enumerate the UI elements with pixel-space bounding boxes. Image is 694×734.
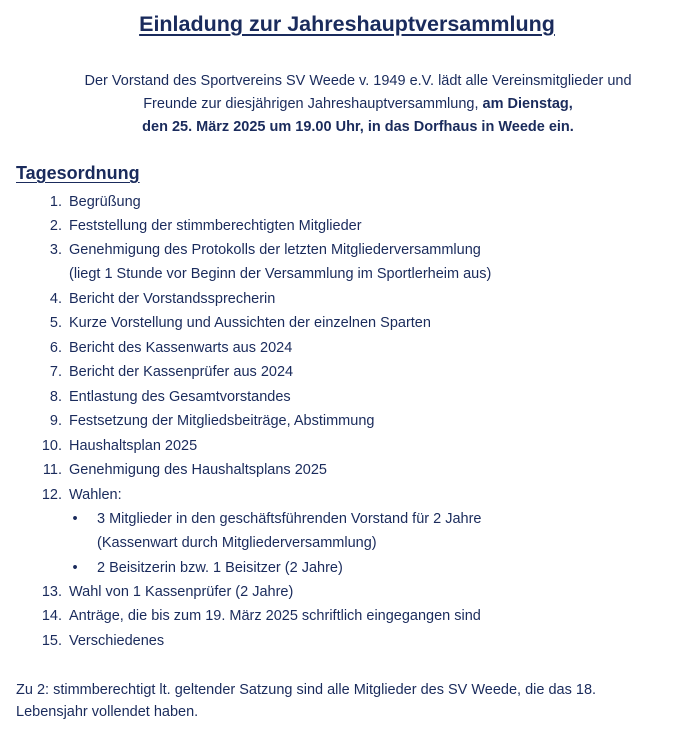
agenda-item-number: 3. <box>49 242 62 258</box>
agenda-item-number: 11. <box>42 462 62 478</box>
agenda-item-text: Feststellung der stimmberechtigten Mitglieder <box>69 218 362 234</box>
intro-paragraph <box>0 70 694 139</box>
agenda-item-text: Anträge, die bis zum 19. März 2025 schriftlich eingegangen sind <box>69 608 481 624</box>
agenda-item-text: Bericht der Vorstandssprecherin <box>69 291 276 307</box>
footnote-line-2: Lebensjahr vollendet haben. <box>16 704 199 720</box>
agenda-item-text: Genehmigung des Haushaltsplans 2025 <box>69 462 327 478</box>
agenda-item-number: 9. <box>49 413 62 429</box>
intro-date-emphasis: am Dienstag, <box>482 96 573 112</box>
agenda-item-text: Verschiedenes <box>69 633 165 649</box>
agenda-item-number: 6. <box>49 340 62 356</box>
agenda-item-number: 10. <box>41 438 62 454</box>
agenda-subitem-text: 3 Mitglieder in den geschäftsführenden Vorstand für 2 Jahre <box>97 511 482 527</box>
intro-line-2 <box>0 93 694 116</box>
agenda-item-number: 1. <box>49 194 62 210</box>
agenda-item-number: 7. <box>49 364 62 380</box>
agenda-item-number: 2. <box>49 218 62 234</box>
agenda-item-text: Festsetzung der Mitgliedsbeiträge, Abstimmung <box>69 413 375 429</box>
agenda-item-text: Wahlen: <box>69 487 122 503</box>
agenda-item-number: 14. <box>41 608 62 624</box>
intro-line-2-text: Freunde zur diesjährigen Jahreshauptversammlung, <box>143 96 483 112</box>
agenda-item-text: Kurze Vorstellung und Aussichten der einzelnen Sparten <box>69 315 431 331</box>
intro-line-1: Der Vorstand des Sportvereins SV Weede v. 1949 e.V. lädt alle Vereinsmitglieder und <box>84 73 632 89</box>
agenda-item-text: Bericht des Kassenwarts aus 2024 <box>69 340 293 356</box>
intro-date-location: den 25. März 2025 um 19.00 Uhr, in das Dorfhaus in Weede ein. <box>142 119 574 135</box>
agenda-item-number: 8. <box>49 389 62 405</box>
agenda-subitem-text: 2 Beisitzerin bzw. 1 Beisitzer (2 Jahre) <box>97 560 343 576</box>
bullet-icon: • <box>72 511 78 527</box>
footnote-line-1: Zu 2: stimmberechtigt lt. geltender Satzung sind alle Mitglieder des SV Weede, die das 18. <box>16 682 597 698</box>
agenda-item-number: 12. <box>41 487 62 503</box>
agenda-item-note-text: (liegt 1 Stunde vor Beginn der Versammlung im Sportlerheim aus) <box>69 266 492 282</box>
agenda-subitem-note-text: (Kassenwart durch Mitgliederversammlung) <box>97 535 377 551</box>
agenda-heading: Tagesordnung <box>16 163 140 183</box>
agenda-item-number: 15. <box>41 633 62 649</box>
agenda-item-text: Wahl von 1 Kassenprüfer (2 Jahre) <box>69 584 294 600</box>
intro-line-3 <box>0 116 694 139</box>
footnote <box>16 679 686 723</box>
agenda-item-number: 4. <box>49 291 62 307</box>
agenda-item-number: 5. <box>49 315 62 331</box>
agenda-item-text: Genehmigung des Protokolls der letzten Mitgliederversammlung <box>69 242 481 258</box>
bullet-icon: • <box>72 560 78 576</box>
agenda-item-text: Haushaltsplan 2025 <box>69 438 198 454</box>
document-title: Einladung zur Jahreshauptversammlung <box>139 12 555 36</box>
agenda-item-text: Entlastung des Gesamtvorstandes <box>69 389 291 405</box>
agenda-item-text: Begrüßung <box>69 194 141 210</box>
agenda-item-text: Bericht der Kassenprüfer aus 2024 <box>69 364 294 380</box>
agenda-item-number: 13. <box>41 584 62 600</box>
